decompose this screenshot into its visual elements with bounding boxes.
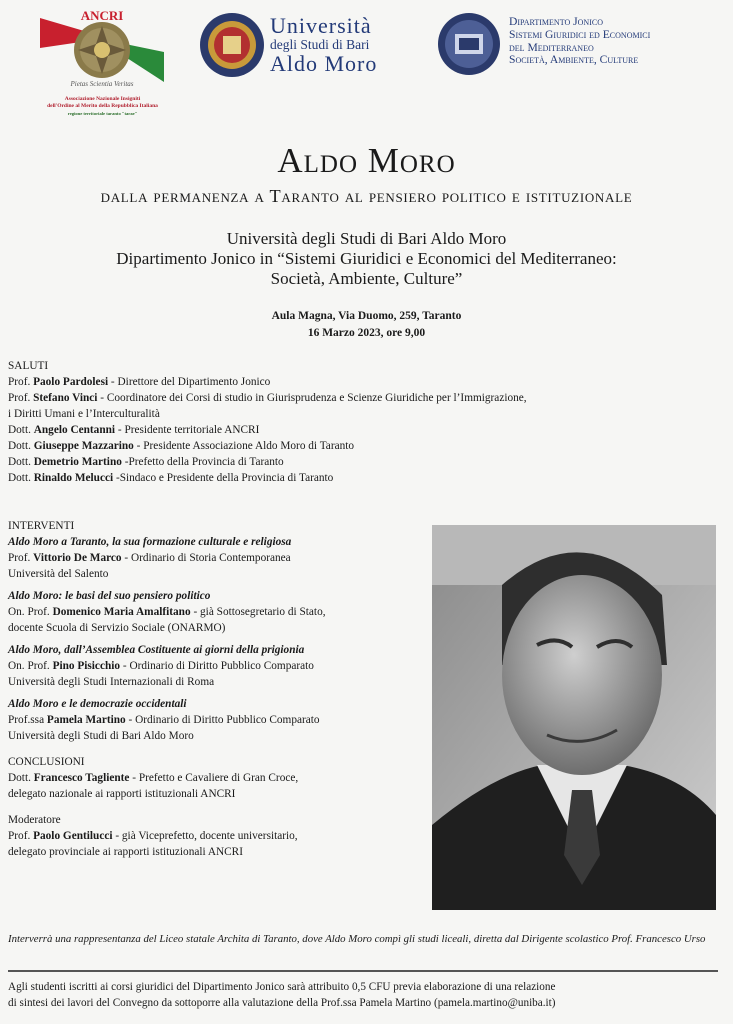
- venue-date: 16 Marzo 2023, ore 9,00: [307, 327, 426, 339]
- department-name: [509, 16, 729, 67]
- speaker: On. Prof. Pino Pisicchio - Ordinario di Diritto Pubblico Comparato: [8, 660, 314, 672]
- footer-note: Interverrà una rappresentanza del Liceo statale Archita di Taranto, dove Aldo Moro compì gli studi liceali, diretta dal Dirigente scolastico Prof. Francesco Urso: [8, 933, 706, 945]
- saluti-heading: SALUTI: [8, 360, 49, 372]
- moderatore-heading: Moderatore: [8, 814, 61, 826]
- ancri-ribbon-text: Pietas Scientia Veritas: [70, 80, 134, 88]
- university-name-line1: Università: [270, 13, 372, 38]
- ancri-caption: [0, 96, 205, 117]
- speaker: Prof. Paolo Gentilucci - già Viceprefetto, docente universitario,: [8, 830, 298, 842]
- university-name: [270, 14, 430, 75]
- list-item: Prof. Stefano Vinci - Coordinatore dei Corsi di studio in Giurisprudenza e Scienze Giuridiche per l’Immigrazione,: [8, 392, 527, 404]
- speaker: On. Prof. Domenico Maria Amalfitano - già Sottosegretario di Stato,: [8, 606, 326, 618]
- aldo-moro-portrait: [432, 525, 716, 910]
- venue-block: [0, 308, 733, 342]
- ancri-line3: regione territoriale taranto "tarae": [67, 111, 138, 116]
- organizer-line2: Dipartimento Jonico in “Sistemi Giuridici e Economici del Mediterraneo:: [116, 249, 617, 268]
- department-name-line3: del Mediterraneo: [509, 40, 594, 54]
- list-item: Dott. Angelo Centanni - Presidente territoriale ANCRI: [8, 424, 260, 436]
- university-seal-icon: [199, 12, 265, 78]
- organizer-line3: Società, Ambiente, Culture”: [270, 269, 463, 288]
- ancri-logo-text: ANCRI: [80, 8, 124, 23]
- organizer-block: [40, 229, 693, 289]
- list-item: i Diritti Umani e l’Interculturalità: [8, 408, 160, 420]
- speaker-affiliation: delegato nazionale ai rapporti istituzionali ANCRI: [8, 788, 236, 800]
- footer-line2: di sintesi dei lavori del Convegno da sottoporre alla valutazione della Prof.ssa Pamela Martino (pamela.martino@uniba.it): [8, 997, 556, 1009]
- speaker: Prof. Vittorio De Marco - Ordinario di Storia Contemporanea: [8, 552, 291, 564]
- department-name-line4: Società, Ambiente, Culture: [509, 53, 639, 67]
- talk-title: Aldo Moro: le basi del suo pensiero politico: [8, 590, 211, 602]
- conclusioni-heading: CONCLUSIONI: [8, 756, 85, 768]
- footer-cfu: [8, 979, 728, 1011]
- talk-title: Aldo Moro e le democrazie occidentali: [8, 698, 187, 710]
- speaker: Prof.ssa Pamela Martino - Ordinario di Diritto Pubblico Comparato: [8, 714, 320, 726]
- speaker: Dott. Francesco Tagliente - Prefetto e Cavaliere di Gran Croce,: [8, 772, 299, 784]
- department-seal-icon: [437, 12, 501, 76]
- speaker-affiliation: Università degli Studi Internazionali di Roma: [8, 676, 215, 688]
- page-title: Aldo Moro: [277, 141, 456, 180]
- department-name-line1: Dipartimento Jonico: [509, 15, 603, 28]
- email-link[interactable]: pamela.martino@uniba.it: [437, 997, 552, 1009]
- speaker-affiliation: Università del Salento: [8, 568, 109, 580]
- list-item: Dott. Rinaldo Melucci -Sindaco e Presidente della Provincia di Taranto: [8, 472, 334, 484]
- ancri-logo: [38, 8, 166, 90]
- footer-line1: Agli studenti iscritti ai corsi giuridici del Dipartimento Jonico sarà attribuito 0,5 CFU previa elaborazione di una relazione: [8, 981, 556, 993]
- speaker-affiliation: docente Scuola di Servizio Sociale (ONARMO): [8, 622, 226, 634]
- venue-address: Aula Magna, Via Duomo, 259, Taranto: [271, 310, 462, 322]
- speaker-affiliation: Università degli Studi di Bari Aldo Moro: [8, 730, 194, 742]
- page-subtitle: dalla permanenza a Taranto al pensiero politico e istituzionale: [100, 186, 633, 206]
- ancri-line2: dell'Ordine al Merito della Repubblica Italiana: [47, 103, 158, 109]
- university-name-line2: degli Studi di Bari: [270, 37, 370, 52]
- organizer-line1: Università degli Studi di Bari Aldo Moro: [226, 229, 507, 248]
- speaker-affiliation: delegato provinciale ai rapporti istituzionali ANCRI: [8, 846, 243, 858]
- list-item: Dott. Giuseppe Mazzarino - Presidente Associazione Aldo Moro di Taranto: [8, 440, 355, 452]
- saluti-section: [8, 358, 708, 486]
- department-name-line2: Sistemi Giuridici ed Economici: [509, 27, 651, 41]
- interventi-section: [8, 518, 428, 860]
- university-name-line3: Aldo Moro: [270, 51, 378, 76]
- list-item: Dott. Demetrio Martino -Prefetto della Provincia di Taranto: [8, 456, 284, 468]
- talk-title: Aldo Moro, dall’Assemblea Costituente ai giorni della prigionia: [8, 644, 305, 656]
- ancri-line1: Associazione Nazionale Insigniti: [64, 96, 141, 102]
- list-item: Prof. Paolo Pardolesi - Direttore del Dipartimento Jonico: [8, 376, 271, 388]
- talk-title: Aldo Moro a Taranto, la sua formazione culturale e religiosa: [8, 536, 292, 548]
- divider: [8, 970, 718, 972]
- interventi-heading: INTERVENTI: [8, 520, 75, 532]
